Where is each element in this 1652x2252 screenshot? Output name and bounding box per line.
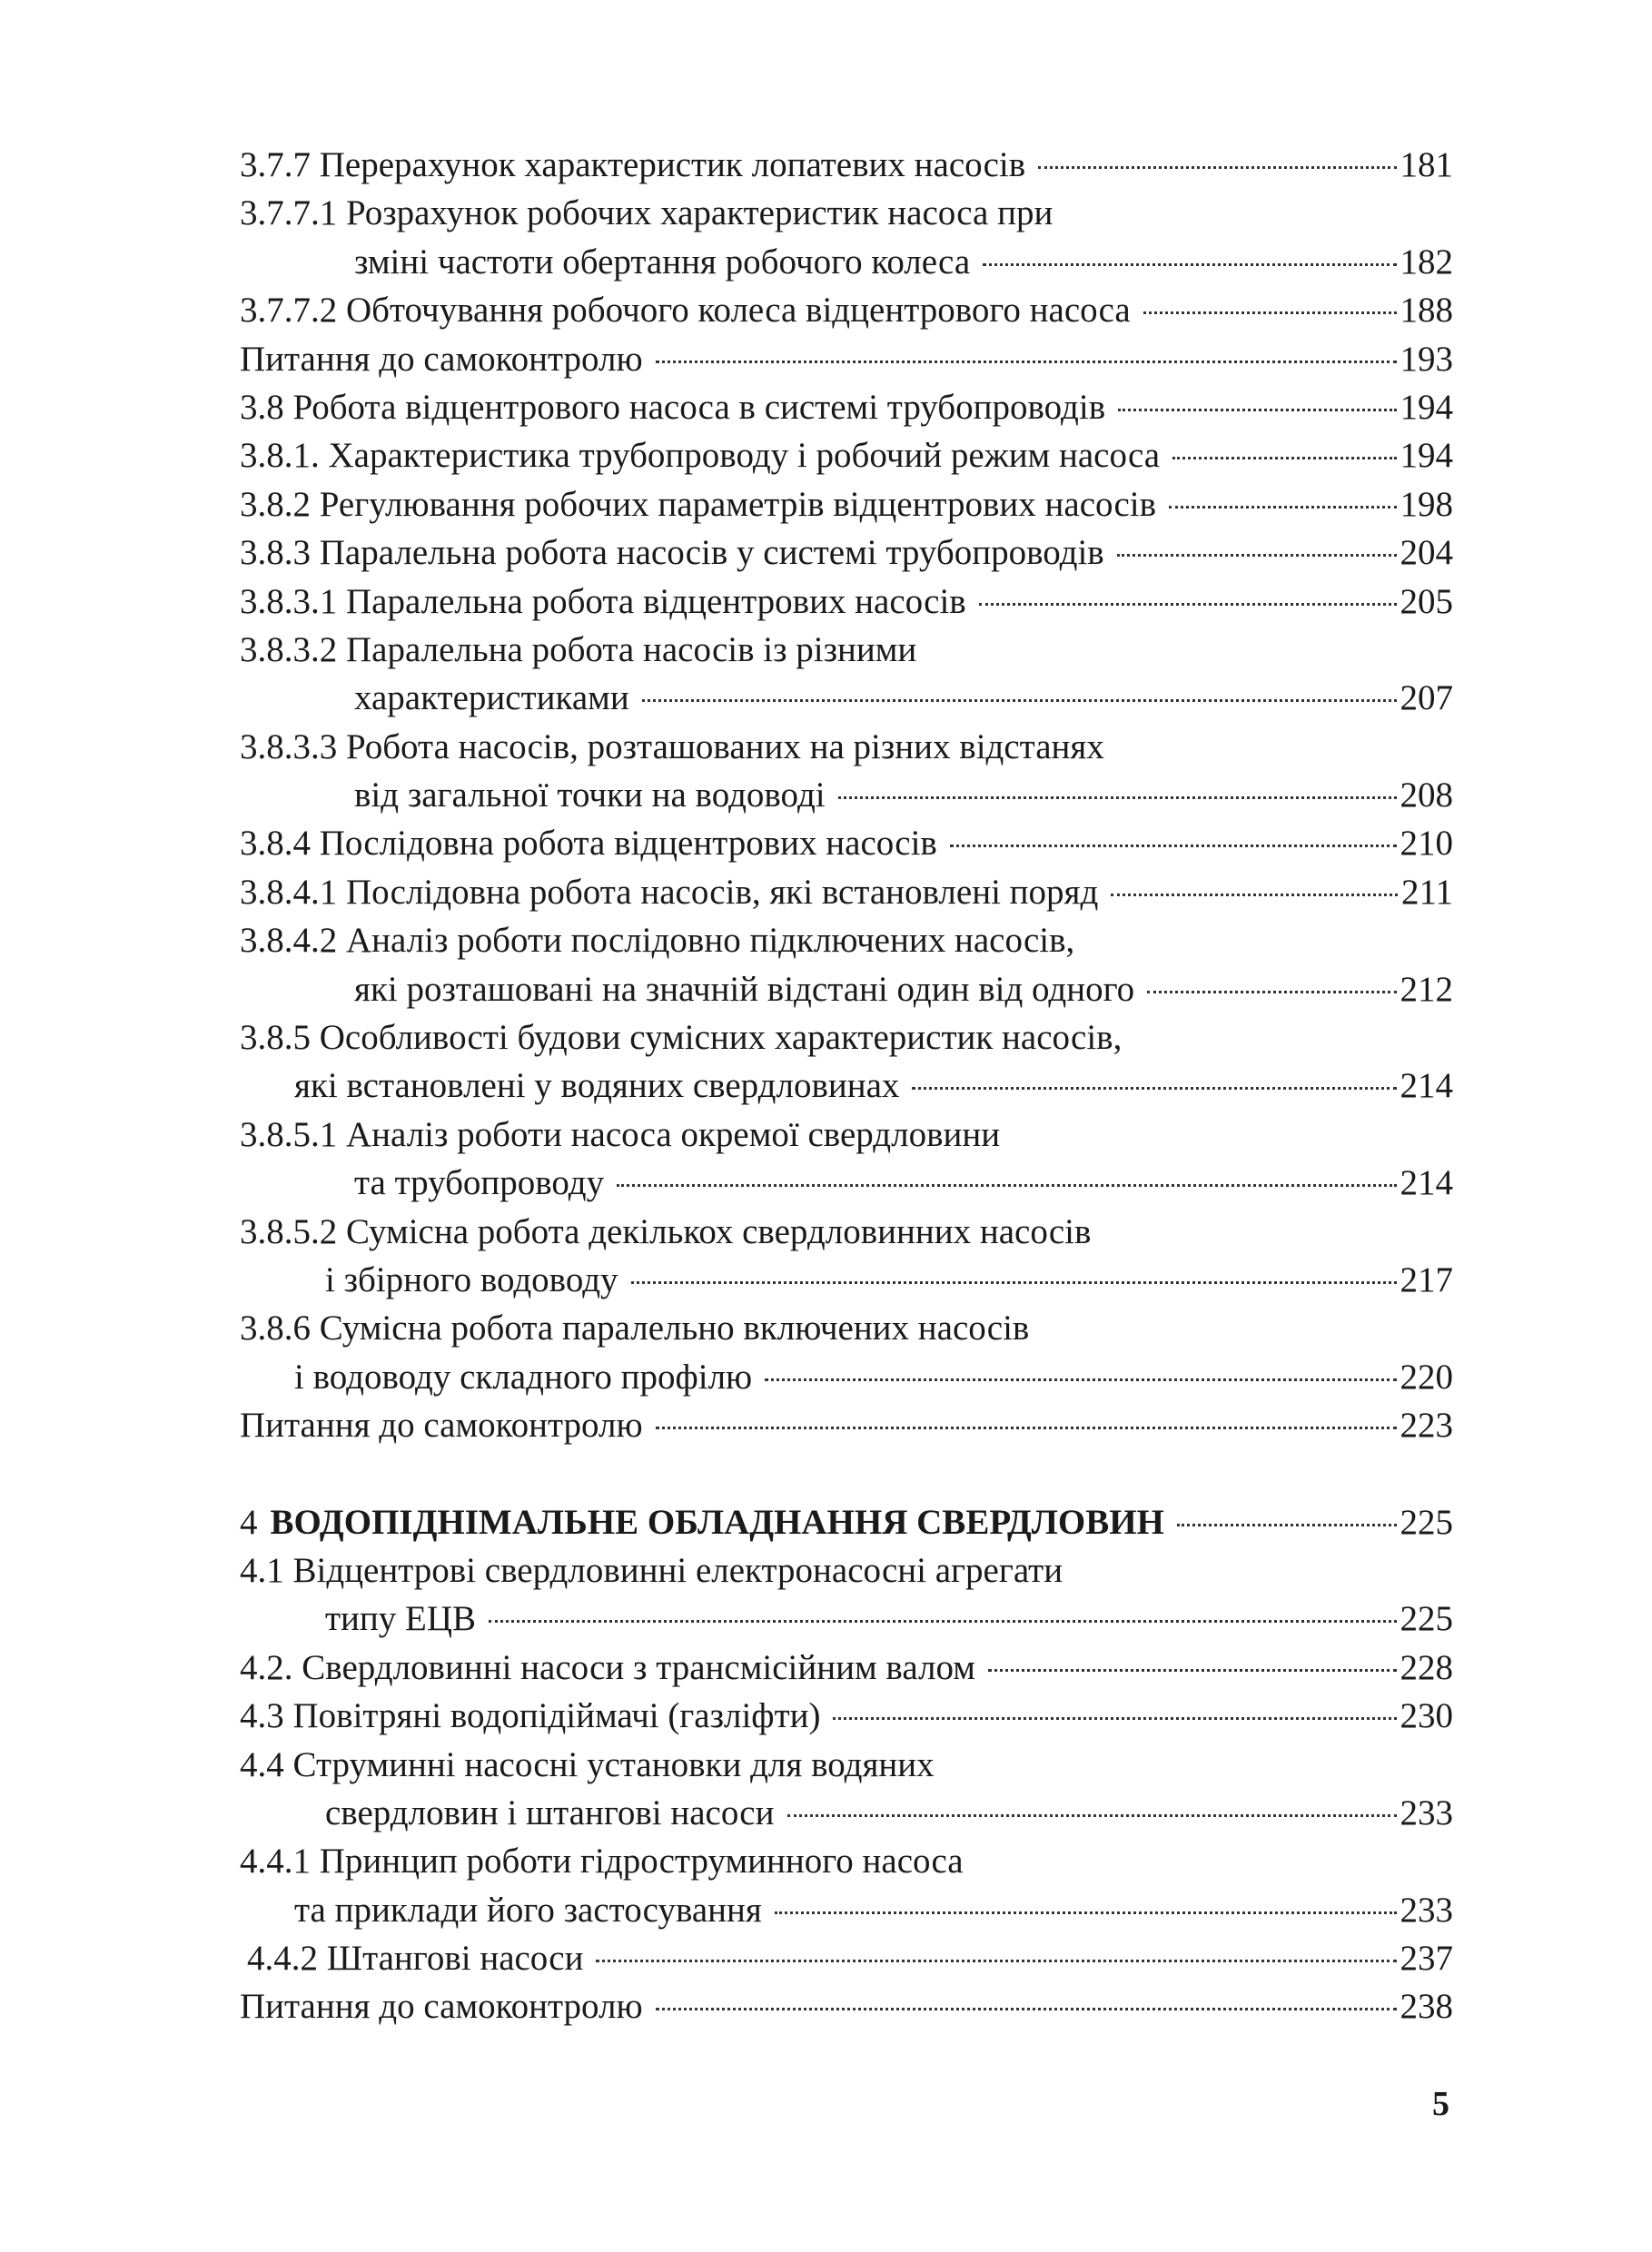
toc-entry: 3.7.7.2 Обточування робочого колеса відцентрового насоса 188 [240, 291, 1453, 331]
toc-entry: 4.4 Струминні насосні установки для водяних [240, 1744, 935, 1784]
toc-entry: 3.8.1. Характеристика трубопроводу і робочий режим насоса 194 [240, 436, 1453, 476]
toc-entry: 3.7.7 Перерахунок характеристик лопатевих насосів 181 [240, 145, 1453, 184]
toc-entry: які розташовані на значній відстані один від одного 212 [354, 969, 1453, 1009]
toc-entry: 3.8.5.1 Аналіз роботи насоса окремої свердловини [240, 1114, 1001, 1154]
toc-entry: 4.3 Повітряні водопідіймачі (газліфти) 230 [240, 1696, 1453, 1736]
toc-entry: зміні частоти обертання робочого колеса 182 [354, 242, 1453, 282]
chapter-title: ВОДОПІДНІМАЛЬНЕ ОБЛАДНАННЯ СВЕРДЛОВИН [270, 1502, 1164, 1542]
toc-entry: 3.8 Робота відцентрового насоса в системі трубопроводів 194 [240, 387, 1453, 427]
toc-entry: 4.4.1 Принцип роботи гідроструминного насоса [240, 1842, 964, 1882]
toc-entry: Питання до самоконтролю 193 [240, 339, 1453, 379]
toc-entry: які встановлені у водяних свердловинах 214 [294, 1066, 1453, 1106]
toc-entry: від загальної точки на водоводі 208 [354, 775, 1453, 815]
toc-entry: і збірного водоводу 217 [325, 1259, 1453, 1299]
toc-entry: 3.8.4 Послідовна робота відцентрових насосів 210 [240, 824, 1453, 864]
toc-entry: 3.8.5 Особливості будови сумісних характеристик насосів, [240, 1018, 1123, 1058]
toc-entry: 3.8.5.2 Сумісна робота декількох свердловинних насосів [240, 1211, 1092, 1251]
toc-entry: 3.8.4.2 Аналіз роботи послідовно підключених насосів, [240, 921, 1075, 961]
toc-entry: 3.8.3.2 Паралельна робота насосів із різними [240, 629, 917, 669]
toc-entry: 4.1 Відцентрові свердловинні електронасосні агрегати [240, 1550, 1063, 1590]
toc-entry: і водоводу складного профілю 220 [294, 1357, 1453, 1397]
toc-entry: 3.8.6 Сумісна робота паралельно включених насосів [240, 1309, 1030, 1348]
toc-entry: 3.8.3.1 Паралельна робота відцентрових насосів 205 [240, 581, 1453, 621]
toc-chapter-heading: 4 ВОДОПІДНІМАЛЬНЕ ОБЛАДНАННЯ СВЕРДЛОВИН 225 [240, 1502, 1453, 1542]
toc-entry: 4.2. Свердловинні насоси з трансмісійним валом 228 [240, 1647, 1453, 1687]
toc-entry: 4.4.2 Штангові насоси 237 [247, 1939, 1453, 1979]
toc-entry: Питання до самоконтролю 238 [240, 1987, 1453, 2027]
toc-entry: свердловин і штангові насоси 233 [325, 1793, 1453, 1832]
table-of-contents [240, 141, 1453, 2031]
toc-entry: та трубопроводу 214 [354, 1163, 1453, 1203]
toc-entry: та приклади його застосування 233 [294, 1890, 1453, 1930]
toc-entry: 3.8.3.3 Робота насосів, розташованих на різних відстанях [240, 726, 1104, 766]
toc-entry: характеристиками 207 [354, 678, 1453, 718]
toc-entry: 3.8.2 Регулювання робочих параметрів відцентрових насосів 198 [240, 484, 1453, 524]
toc-entry: 3.7.7.1 Розрахунок робочих характеристик насоса при [240, 193, 1054, 233]
toc-entry: типу ЕЦВ 225 [325, 1599, 1453, 1639]
toc-entry: Питання до самоконтролю 223 [240, 1406, 1453, 1446]
toc-entry: 3.8.3 Паралельна робота насосів у системі трубопроводів 204 [240, 533, 1453, 573]
chapter-number: 4 [240, 1502, 258, 1542]
page-number: 5 [1432, 2085, 1449, 2123]
toc-entry: 3.8.4.1 Послідовна робота насосів, які встановлені поряд 211 [240, 872, 1453, 912]
